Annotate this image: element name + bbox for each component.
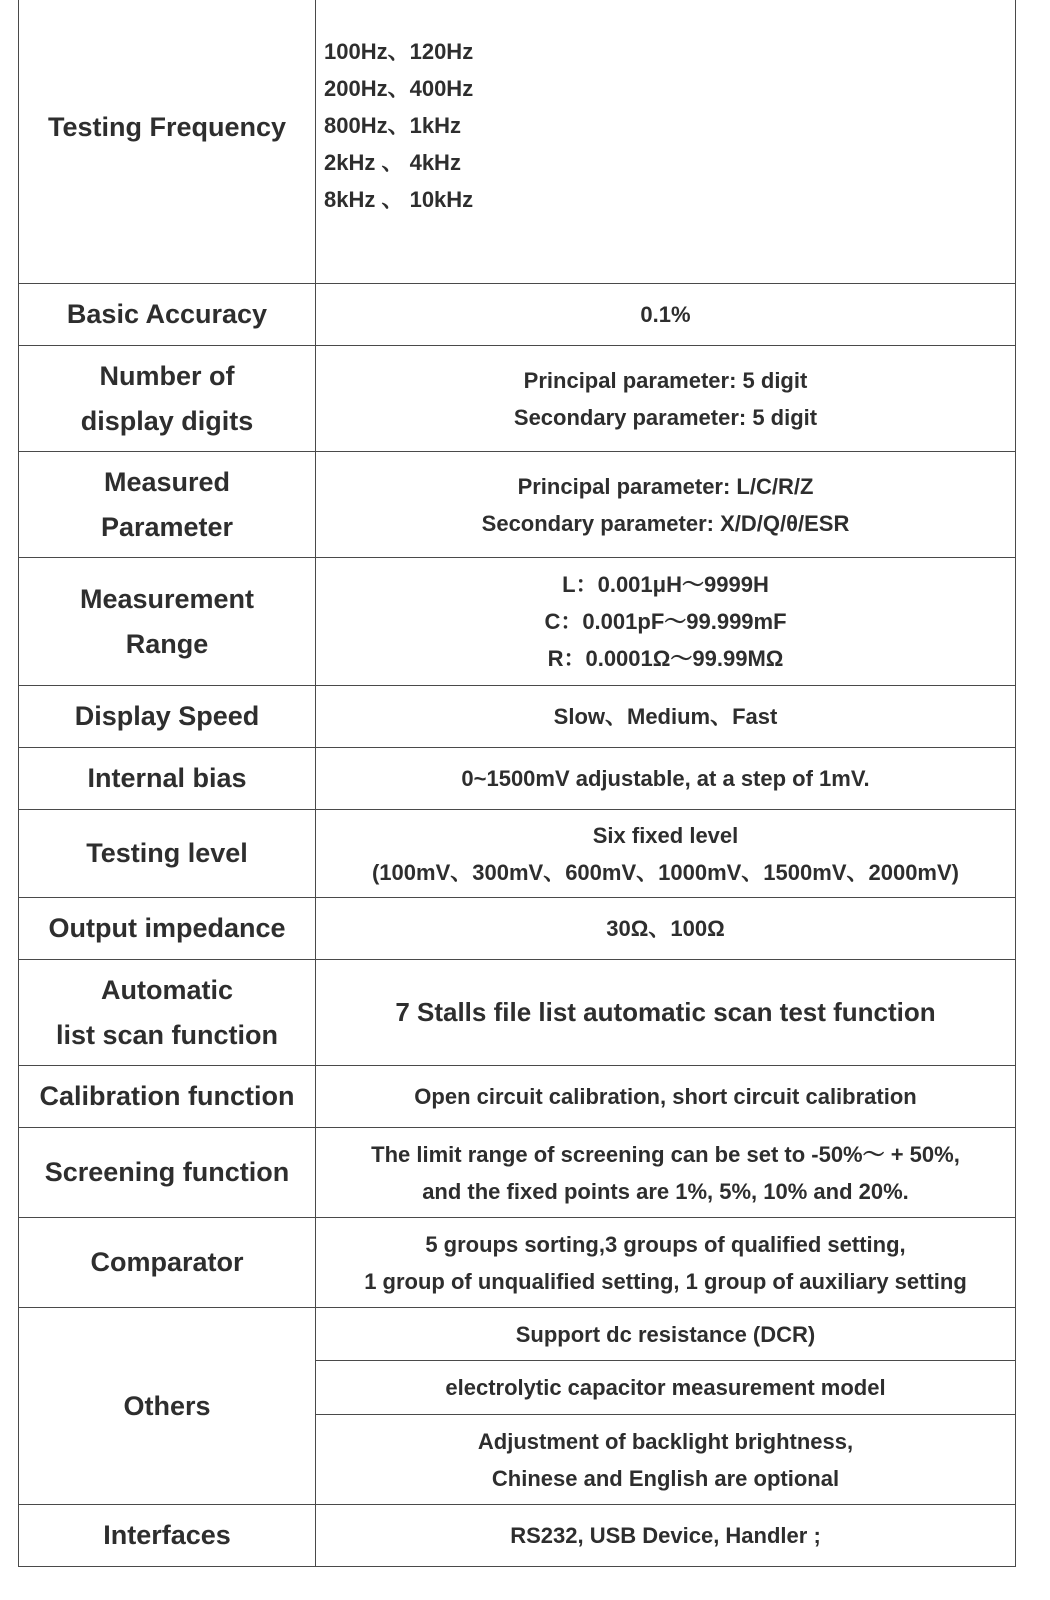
label-display-speed: Display Speed [19, 686, 316, 748]
row-basic-accuracy [19, 284, 1016, 346]
frequency-line: 2kHz 、 4kHz [324, 150, 461, 175]
label-others: Others [19, 1308, 316, 1505]
row-testing-frequency [19, 0, 1016, 284]
label-internal-bias: Internal bias [19, 748, 316, 810]
label-testing-frequency: Testing Frequency [19, 0, 316, 284]
value-output-impedance: 30Ω、100Ω [316, 898, 1016, 960]
value-measurement-range: L：0.001μH～9999H C：0.001pF～99.999mF R：0.0001Ω～99.99MΩ [316, 558, 1016, 686]
row-others-1 [19, 1308, 1016, 1361]
row-interfaces [19, 1505, 1016, 1567]
value-calibration: Open circuit calibration, short circuit calibration [316, 1066, 1016, 1128]
label-comparator: Comparator [19, 1218, 316, 1308]
value-screening: The limit range of screening can be set to -50%～ + 50%, and the fixed points are 1%, 5%, 10% and 20%. [316, 1128, 1016, 1218]
row-comparator [19, 1218, 1016, 1308]
label-basic-accuracy: Basic Accuracy [19, 284, 316, 346]
value-interfaces: RS232, USB Device, Handler ; [316, 1505, 1016, 1567]
value-others-electrolytic: electrolytic capacitor measurement model [316, 1361, 1016, 1415]
value-internal-bias: 0~1500mV adjustable, at a step of 1mV. [316, 748, 1016, 810]
label-testing-level: Testing level [19, 810, 316, 898]
value-basic-accuracy: 0.1% [316, 284, 1016, 346]
frequency-line: 200Hz、400Hz [324, 76, 474, 101]
spec-table [18, 0, 1016, 1567]
value-others-backlight: Adjustment of backlight brightness, Chinese and English are optional [316, 1415, 1016, 1505]
label-list-scan: Automatic list scan function [19, 960, 316, 1066]
label-output-impedance: Output impedance [19, 898, 316, 960]
label-measurement-range: Measurement Range [19, 558, 316, 686]
row-display-speed [19, 686, 1016, 748]
frequency-line: 8kHz 、 10kHz [324, 187, 474, 212]
value-others-dcr: Support dc resistance (DCR) [316, 1308, 1016, 1361]
value-testing-frequency [316, 0, 1016, 284]
label-screening: Screening function [19, 1128, 316, 1218]
row-list-scan [19, 960, 1016, 1066]
label-calibration: Calibration function [19, 1066, 316, 1128]
value-testing-level: Six fixed level (100mV、300mV、600mV、1000mV、1500mV、2000mV) [316, 810, 1016, 898]
row-testing-level [19, 810, 1016, 898]
row-internal-bias [19, 748, 1016, 810]
frequency-line: 800Hz、1kHz [324, 113, 461, 138]
value-measured-parameter: Principal parameter: L/C/R/Z Secondary parameter: X/D/Q/θ/ESR [316, 452, 1016, 558]
value-display-digits: Principal parameter: 5 digit Secondary parameter: 5 digit [316, 346, 1016, 452]
row-measurement-range [19, 558, 1016, 686]
row-output-impedance [19, 898, 1016, 960]
row-screening [19, 1128, 1016, 1218]
row-measured-parameter [19, 452, 1016, 558]
label-interfaces: Interfaces [19, 1505, 316, 1567]
frequency-line: 100Hz、120Hz [324, 39, 474, 64]
row-calibration [19, 1066, 1016, 1128]
value-display-speed: Slow、Medium、Fast [316, 686, 1016, 748]
label-display-digits: Number of display digits [19, 346, 316, 452]
value-comparator: 5 groups sorting,3 groups of qualified setting, 1 group of unqualified setting, 1 group of auxiliary setting [316, 1218, 1016, 1308]
row-display-digits [19, 346, 1016, 452]
value-list-scan: 7 Stalls file list automatic scan test function [316, 960, 1016, 1066]
label-measured-parameter: Measured Parameter [19, 452, 316, 558]
